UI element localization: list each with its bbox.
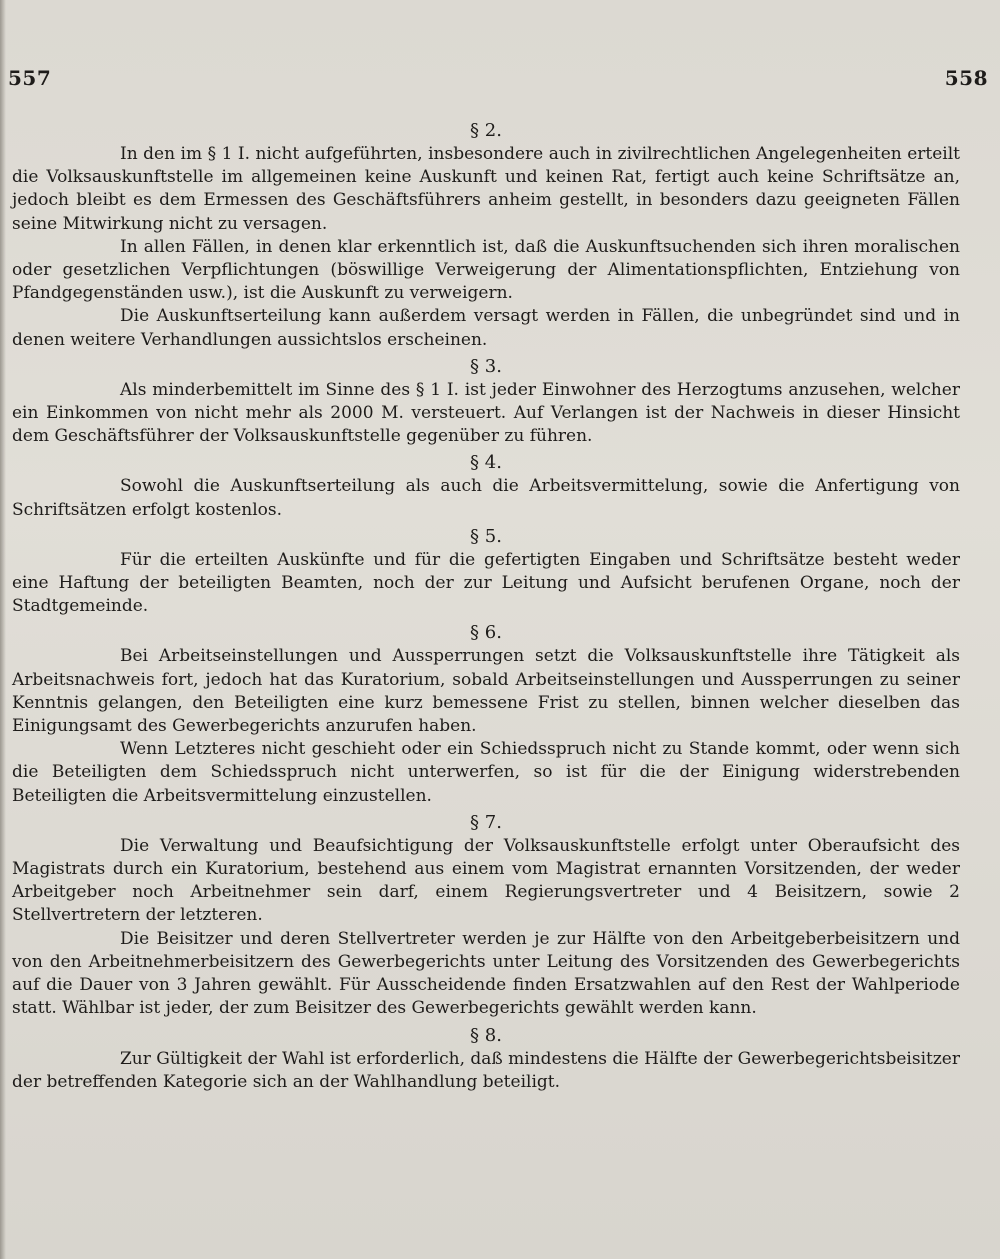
paragraph: Die Auskunftserteilung kann außerdem versagt werden in Fällen, die unbegründet sind und in denen weitere Verhandlungen aussichtslos erscheinen. (12, 306, 960, 350)
paragraph: Die Beisitzer und deren Stellvertreter werden je zur Hälfte von den Arbeitgeberbeisitzern und von den Arbeitnehmerbeisitzern des Gewerbegerichts unter Leitung des Vorsitzenden des Gewerbegerichts auf die Dauer von 3 Jahren gewählt. Für Ausscheidende finden Ersatzwahlen auf den Rest der Wahlperiode statt. Wählbar ist jeder, der zum Beisitzer des Gewerbegerichts gewählt werden kann. (12, 928, 960, 1019)
section-heading: § 8. (470, 1024, 502, 1046)
section-heading: § 4. (470, 452, 502, 474)
section-heading: § 2. (470, 120, 502, 141)
paragraph: In allen Fällen, in denen klar erkenntlich ist, daß die Auskunftsuchenden sich ihren moralischen oder gesetzlichen Verpflichtungen (böswillige Verweigerung der Alimentationspflichten, Entziehung von Pfandgegenständen usw.), ist die Auskunft zu verweigern. (12, 236, 960, 304)
body-text (12, 116, 960, 1094)
paragraph: Bei Arbeitseinstellungen und Aussperrungen setzt die Volksauskunftstelle ihre Tätigkeit als Arbeitsnachweis fort, jedoch hat das Kuratorium, sobald Arbeitseinstellungen und Aussperrungen zu seiner Kenntnis gelangen, den Beteiligten eine kurz bemessene Frist zu stellen, binnen welcher dieselben das Einigungsamt des Gewerbegerichts anzurufen haben. (12, 646, 960, 737)
paragraph: Die Verwaltung und Beaufsichtigung der Volksauskunftstelle erfolgt unter Oberaufsicht des Magistrats durch ein Kuratorium, bestehend aus einem vom Magistrat ernannten Vorsitzenden, der weder Arbeitgeber noch Arbeitnehmer sein darf, einem Regierungsvertreter und 4 Beisitzern, sowie 2 Stellvertretern der letzteren. (12, 835, 960, 926)
paragraph: Als minderbemittelt im Sinne des § 1 I. ist jeder Einwohner des Herzogtums anzusehen, welcher ein Einkommen von nicht mehr als 2000 M. versteuert. Auf Verlangen ist der Nachweis in dieser Hinsicht dem Geschäftsführer der Volksauskunftstelle gegenüber zu führen. (12, 379, 960, 447)
paragraph: In den im § 1 I. nicht aufgeführten, insbesondere auch in zivilrechtlichen Angelegenheiten erteilt die Volksauskunftstelle im allgemeinen keine Auskunft und keinen Rat, fertigt auch keine Schriftsätze an, jedoch bleibt es dem Ermessen des Geschäftsführers anheim gestellt, in besonders dazu geeigneten Fällen seine Mitwirkung nicht zu versagen. (12, 144, 960, 234)
paragraph: Zur Gültigkeit der Wahl ist erforderlich, daß mindestens die Hälfte der Gewerbegerichtsbeisitzer der betreffenden Kategorie sich an der Wahlhandlung beteiligt. (12, 1048, 960, 1092)
section-heading: § 3. (470, 355, 502, 377)
page-number-left: 557 (8, 66, 52, 90)
paragraph: Wenn Letzteres nicht geschieht oder ein Schiedsspruch nicht zu Stande kommt, oder wenn sich die Beteiligten dem Schiedsspruch nicht unterwerfen, so ist für die der Einigung widerstrebenden Beteiligten die Arbeitsvermittelung einzustellen. (12, 739, 960, 806)
section-heading: § 7. (470, 811, 502, 833)
section-heading: § 5. (470, 525, 502, 547)
paragraph: Für die erteilten Auskünfte und für die gefertigten Eingaben und Schriftsätze besteht weder eine Haftung der beteiligten Beamten, noch der zur Leitung und Aufsicht berufenen Organe, noch der Stadtgemeinde. (12, 549, 960, 617)
paragraph: Sowohl die Auskunftserteilung als auch die Arbeitsvermittelung, sowie die Anfertigung von Schriftsätzen erfolgt kostenlos. (12, 476, 960, 520)
page-edge-shadow (0, 0, 6, 1259)
page-number-right: 558 (944, 66, 988, 90)
section-heading: § 6. (470, 622, 502, 644)
